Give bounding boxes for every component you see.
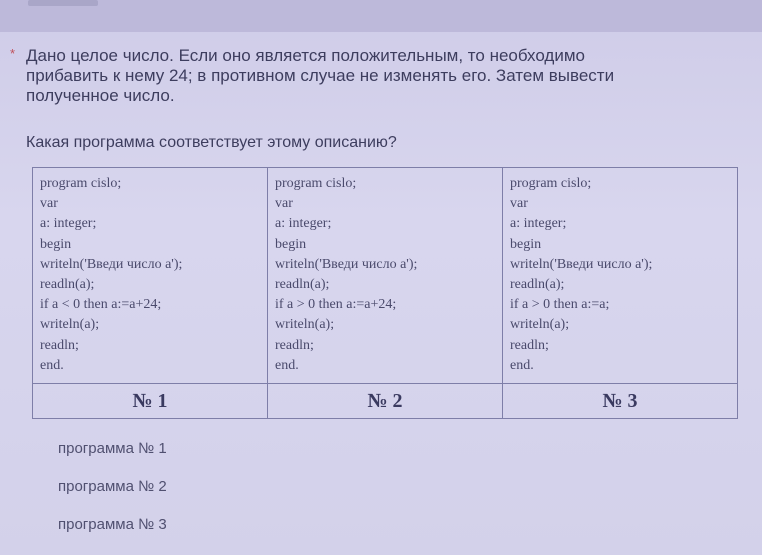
question-text-line: Дано целое число. Если оно является положительным, то необходимо xyxy=(26,46,585,65)
code-line: readln; xyxy=(40,337,79,353)
code-line: program cislo; xyxy=(40,176,122,191)
code-line: a: integer; xyxy=(510,216,567,232)
code-line: program cislo; xyxy=(275,176,357,191)
code-line: writeln(a); xyxy=(510,317,570,333)
answer-option-2[interactable]: программа № 2 xyxy=(58,478,167,495)
code-line: end. xyxy=(275,357,299,373)
answer-option-1[interactable]: программа № 1 xyxy=(58,440,167,457)
top-strip xyxy=(0,0,762,32)
question-prompt: Какая программа соответствует этому описанию? xyxy=(26,134,397,151)
code-line: if a < 0 then a:=a+24; xyxy=(40,297,162,313)
code-line: readln; xyxy=(275,337,314,353)
code-line: begin xyxy=(510,236,542,252)
code-line: writeln('Введи число а'); xyxy=(510,256,653,272)
code-line: var xyxy=(510,196,528,212)
code-line: a: integer; xyxy=(40,216,97,232)
program-3-code xyxy=(504,169,736,382)
code-line: var xyxy=(275,196,293,212)
code-line: var xyxy=(40,196,58,212)
code-line: writeln('Введи число а'); xyxy=(275,256,418,272)
code-line: if a > 0 then a:=a+24; xyxy=(275,297,397,313)
program-2-number: № 2 xyxy=(268,384,503,419)
code-line: writeln(a); xyxy=(275,317,335,333)
program-1-code xyxy=(34,169,266,382)
answer-option-3[interactable]: программа № 3 xyxy=(58,516,167,533)
code-line: begin xyxy=(40,236,72,252)
program-3-number: № 3 xyxy=(503,384,738,419)
question-text xyxy=(26,46,740,106)
code-line: if a > 0 then a:=a; xyxy=(510,297,610,313)
code-line: readln(a); xyxy=(510,277,565,293)
code-line: begin xyxy=(275,236,307,252)
program-3-cell xyxy=(503,168,738,384)
code-line: end. xyxy=(510,357,534,373)
number-row xyxy=(33,384,738,419)
code-line: readln(a); xyxy=(275,277,330,293)
question-text-line: полученное число. xyxy=(26,86,175,105)
program-2-code xyxy=(269,169,501,382)
cropped-text-fragment xyxy=(28,0,98,6)
question-block xyxy=(10,46,740,106)
code-line: writeln('Введи число а'); xyxy=(40,256,183,272)
code-line: readln(a); xyxy=(40,277,95,293)
code-row xyxy=(33,168,738,384)
program-1-cell xyxy=(33,168,268,384)
program-1-number: № 1 xyxy=(33,384,268,419)
program-2-cell xyxy=(268,168,503,384)
code-line: readln; xyxy=(510,337,549,353)
question-text-line: прибавить к нему 24; в противном случае не изменять его. Затем вывести xyxy=(26,66,615,85)
required-asterisk: * xyxy=(10,46,16,61)
code-line: program cislo; xyxy=(510,176,592,191)
code-line: a: integer; xyxy=(275,216,332,232)
code-line: end. xyxy=(40,357,64,373)
code-line: writeln(a); xyxy=(40,317,100,333)
programs-table xyxy=(32,167,738,419)
answer-options xyxy=(58,440,167,554)
